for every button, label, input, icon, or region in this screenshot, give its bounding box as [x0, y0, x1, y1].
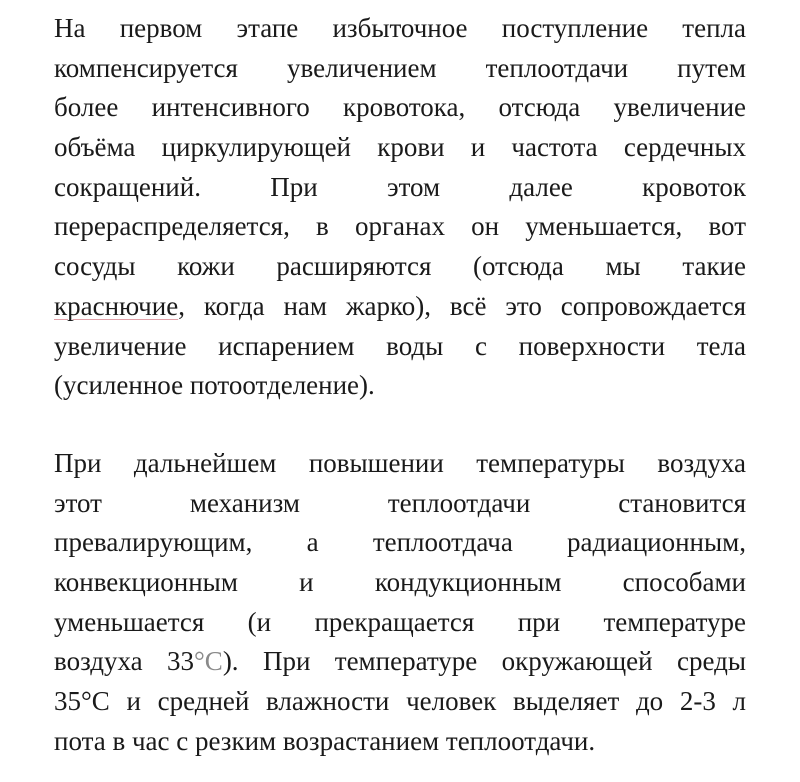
misspelled-word[interactable]: краснючие — [54, 290, 179, 321]
paragraph-2-line-text: ). При температуре окружающей среды — [222, 646, 746, 677]
paragraph-2-line: уменьшается (и прекращается при температуре — [54, 606, 746, 637]
paragraph-2-line-text: воздуха 33 — [54, 646, 194, 677]
paragraph-1 — [54, 9, 746, 406]
paragraph-1-line-text: , когда нам жарко), всё это сопровождается — [178, 290, 746, 321]
paragraph-1-line — [54, 287, 746, 327]
paragraph-2-line: 35°С и средней влажности человек выделяет до 2-3 л — [54, 686, 746, 716]
paragraph-2-line: пота в час с резким возрастанием теплоотдачи. — [54, 725, 596, 756]
paragraph-1-line: сокращений. При этом далее кровоток — [54, 171, 746, 202]
paragraph-2-line: конвекционным и кондукционным способами — [54, 566, 746, 597]
paragraph-1-line: сосуды кожи расширяются (отсюда мы такие — [54, 251, 746, 282]
paragraph-2 — [54, 444, 746, 762]
paragraph-1-line: перераспределяется, в органах он уменьшается, вот — [54, 211, 746, 242]
paragraph-2-line — [54, 642, 746, 682]
paragraph-spacer — [54, 406, 746, 444]
paragraph-1-line: более интенсивного кровотока, отсюда увеличение — [54, 92, 746, 123]
paragraph-2-line: При дальнейшем повышении температуры воздуха — [54, 447, 746, 478]
degree-unit: °С — [194, 646, 223, 677]
paragraph-1-line: объёма циркулирующей крови и частота сердечных — [54, 132, 746, 163]
paragraph-2-line: превалирующим, а теплоотдача радиационным, — [54, 527, 746, 558]
paragraph-1-line: (усиленное потоотделение). — [54, 370, 375, 401]
paragraph-1-line: увеличение испарением воды с поверхности тела — [54, 330, 746, 361]
paragraph-1-line: На первом этапе избыточное поступление тепла — [54, 13, 746, 43]
paragraph-2-line: этот механизм теплоотдачи становится — [54, 487, 746, 518]
paragraph-1-line: компенсируется увеличением теплоотдачи путем — [54, 52, 746, 83]
document-body — [54, 9, 746, 761]
